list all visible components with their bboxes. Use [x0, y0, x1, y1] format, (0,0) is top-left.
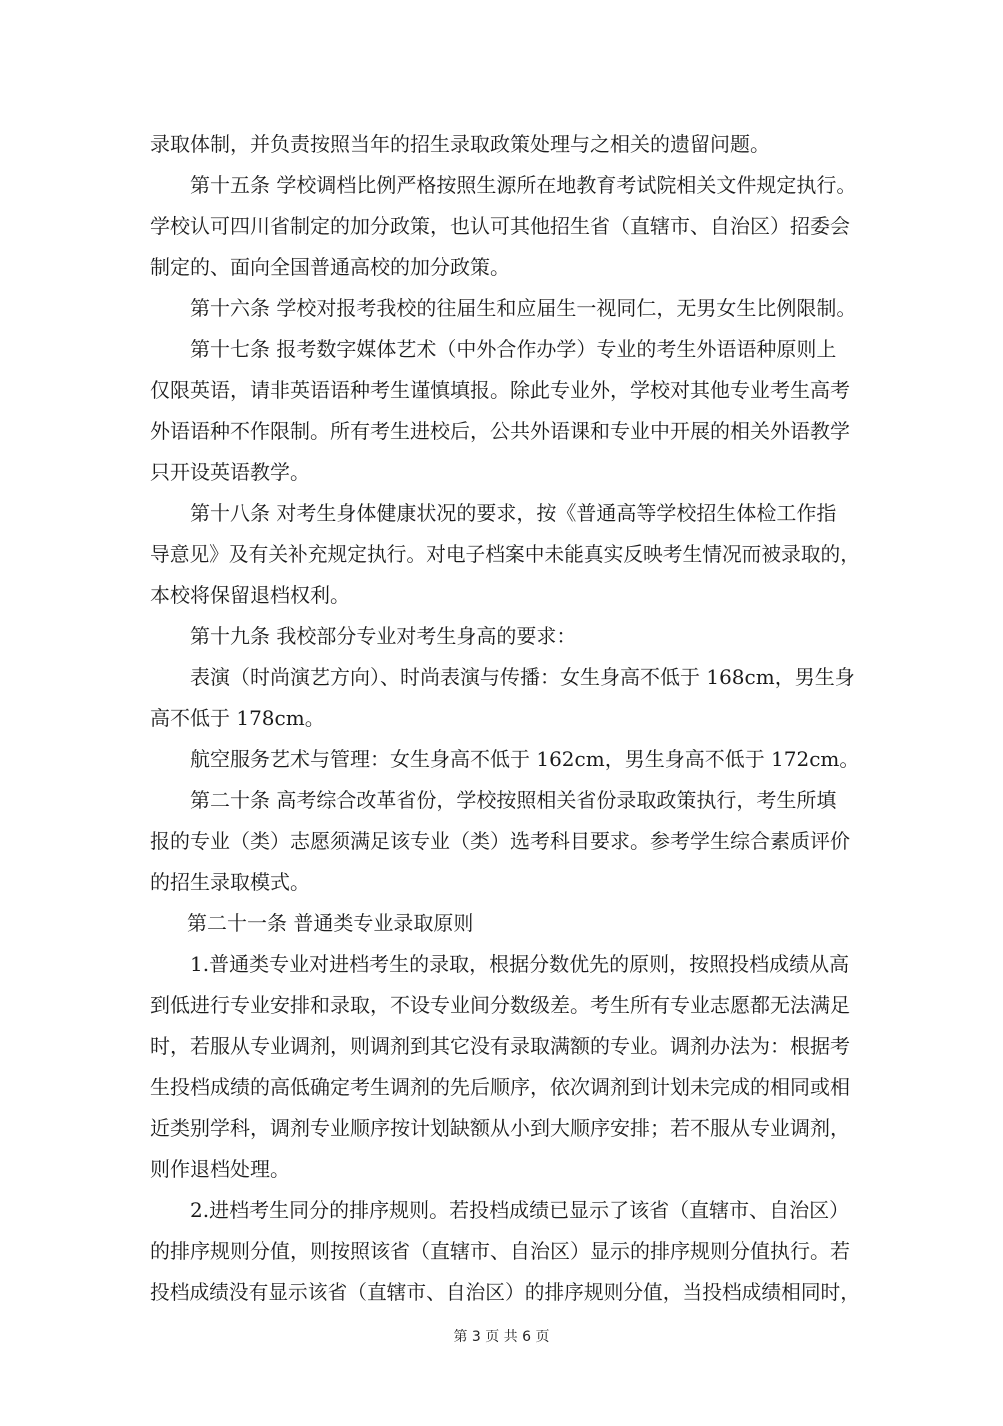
- text-line: 第二十一条 普通类专业录取原则: [187, 911, 474, 935]
- text-line: 高不低于 178cm。: [150, 706, 325, 730]
- text-line: 制定的、面向全国普通高校的加分政策。: [150, 255, 510, 279]
- text-line: 导意见》及有关补充规定执行。对电子档案中未能真实反映考生情况而被录取的，: [150, 542, 860, 566]
- text-line: 的招生录取模式。: [150, 870, 310, 894]
- text-line: 1.普通类专业对进档考生的录取，根据分数优先的原则，按照投档成绩从高: [190, 952, 850, 976]
- text-line: 第二十条 高考综合改革省份，学校按照相关省份录取政策执行，考生所填: [190, 788, 837, 812]
- text-line: 航空服务艺术与管理：女生身高不低于 162cm，男生身高不低于 172cm。: [190, 747, 860, 771]
- text-line: 近类别学科，调剂专业顺序按计划缺额从小到大顺序安排；若不服从专业调剂，: [150, 1116, 850, 1140]
- text-line: 第十七条 报考数字媒体艺术（中外合作办学）专业的考生外语语种原则上: [190, 337, 837, 361]
- text-line: 学校认可四川省制定的加分政策，也认可其他招生省（直辖市、自治区）招委会: [150, 214, 850, 238]
- text-line: 到低进行专业安排和录取，不设专业间分数级差。考生所有专业志愿都无法满足: [150, 993, 850, 1017]
- text-line: 表演（时尚演艺方向）、时尚表演与传播：女生身高不低于 168cm，男生身: [190, 665, 855, 689]
- text-line: 只开设英语教学。: [150, 460, 310, 484]
- text-line: 时，若服从专业调剂，则调剂到其它没有录取满额的专业。调剂办法为：根据考: [150, 1034, 850, 1058]
- text-line: 投档成绩没有显示该省（直辖市、自治区）的排序规则分值，当投档成绩相同时，: [150, 1280, 860, 1304]
- page-footer: 第 3 页 共 6 页: [453, 1329, 550, 1345]
- text-line: 的排序规则分值，则按照该省（直辖市、自治区）显示的排序规则分值执行。若: [150, 1239, 850, 1263]
- text-line: 则作退档处理。: [150, 1157, 290, 1181]
- text-line: 第十六条 学校对报考我校的往届生和应届生一视同仁，无男女生比例限制。: [190, 296, 857, 320]
- text-line: 第十八条 对考生身体健康状况的要求，按《普通高等学校招生体检工作指: [190, 501, 837, 525]
- text-line: 生投档成绩的高低确定考生调剂的先后顺序，依次调剂到计划未完成的相同或相: [150, 1075, 850, 1099]
- text-line: 仅限英语，请非英语语种考生谨慎填报。除此专业外，学校对其他专业考生高考: [150, 378, 850, 402]
- text-line: 外语语种不作限制。所有考生进校后，公共外语课和专业中开展的相关外语教学: [150, 419, 850, 443]
- text-line: 本校将保留退档权利。: [150, 583, 350, 607]
- text-line: 第十九条 我校部分专业对考生身高的要求：: [190, 624, 577, 648]
- text-line: 录取体制，并负责按照当年的招生录取政策处理与之相关的遗留问题。: [150, 132, 770, 156]
- text-line: 2.进档考生同分的排序规则。若投档成绩已显示了该省（直辖市、自治区）: [190, 1198, 850, 1222]
- text-line: 报的专业（类）志愿须满足该专业（类）选考科目要求。参考学生综合素质评价: [150, 829, 850, 853]
- text-line: 第十五条 学校调档比例严格按照生源所在地教育考试院相关文件规定执行。: [190, 173, 857, 197]
